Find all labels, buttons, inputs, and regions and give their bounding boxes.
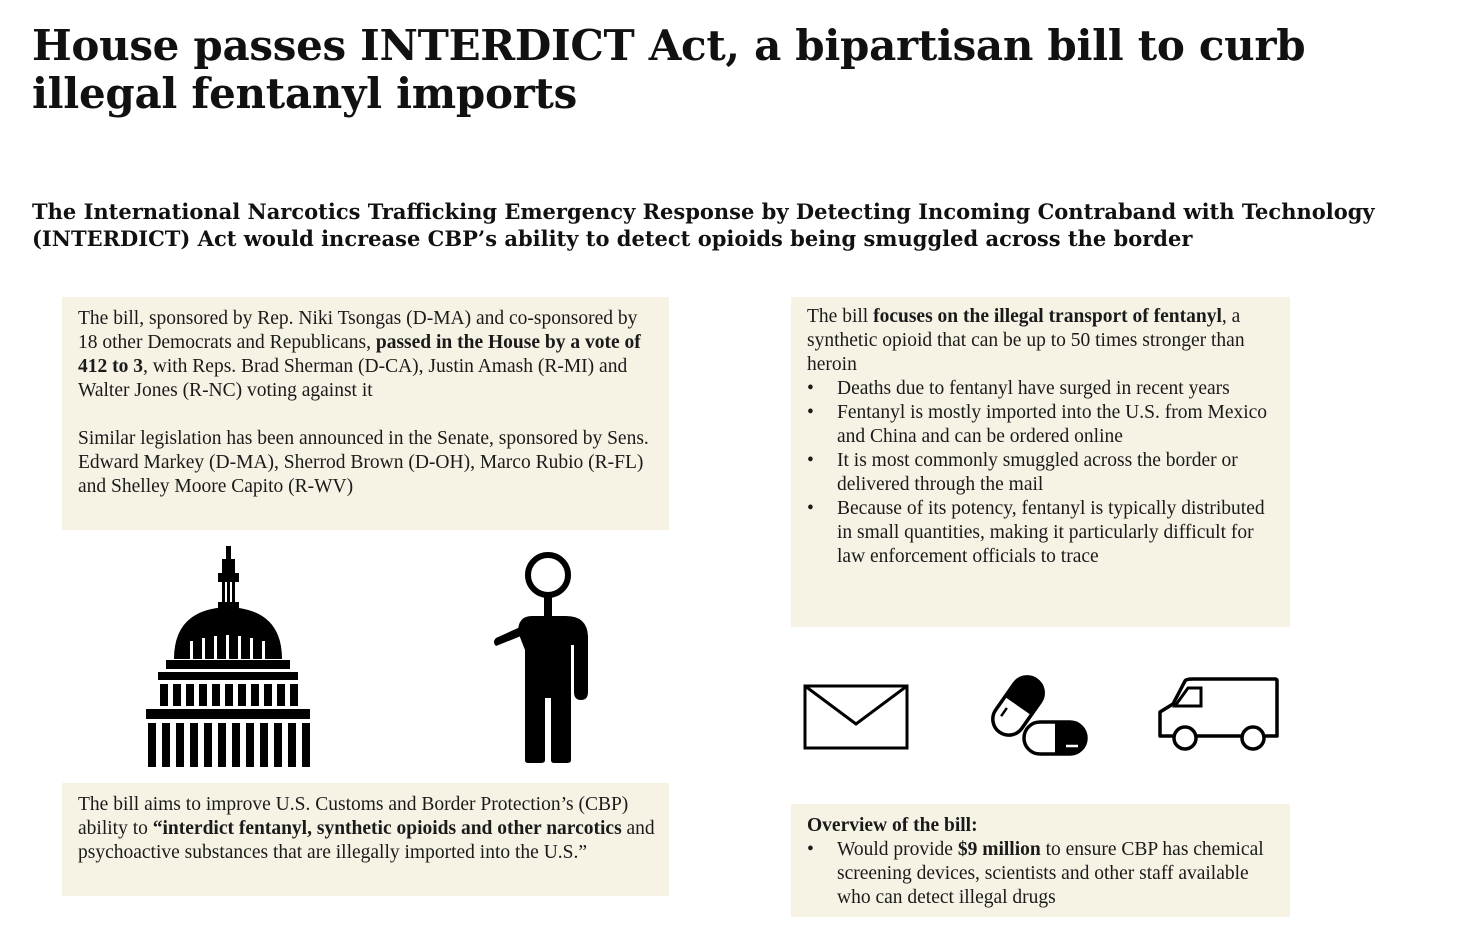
envelope-icon [803,684,909,750]
pills-icon [990,670,1090,758]
aims-box [62,783,669,896]
overview-box [791,804,1290,917]
list-item: • Because of its potency, fentanyl is typically distributed in small quantities, making it particularly difficult for law enforcement officials to trace [807,497,1276,569]
funding-amount: $9 million [957,839,1041,860]
list-item: • Would provide $9 million to ensure CBP has chemical screening devices, scientists and other staff available who can detect illegal drugs [807,838,1276,910]
focus-highlight: focuses on the illegal transport of fentanyl [873,306,1222,327]
aims-quote: “interdict fentanyl, synthetic opioids and other narcotics [152,818,622,839]
inspector-icon [490,550,596,764]
overview-list [807,838,1276,910]
sponsor-paragraph: The bill, sponsored by Rep. Niki Tsongas (D-MA) and co-sponsored by 18 other Democrats and Republicans, passed in the House by a vote of 412 to 3, with Reps. Brad Sherman (D-CA), Justin Amash (R-MI) and Walter Jones (R-NC) voting against it [78,308,641,401]
vote-result: passed in the House by a vote of 412 to 3 [78,332,641,377]
focus-bullet-list [807,377,1276,569]
subheadline: The International Narcotics Trafficking Emergency Response by Detecting Incoming Contraband with Technology (INTERDICT) Act would increase CBP’s ability to detect opioids being smuggled across the border [32,199,1375,251]
list-item: • It is most commonly smuggled across the border or delivered through the mail [807,449,1276,497]
senate-paragraph: Similar legislation has been announced in the Senate, sponsored by Sens. Edward Markey (D-MA), Sherrod Brown (D-OH), Marco Rubio (R-FL) and Shelley Moore Capito (R-WV) [78,428,649,497]
overview-heading: Overview of the bill: [807,815,978,836]
sponsor-box [62,297,669,530]
focus-box [791,297,1290,627]
van-icon [1157,676,1281,752]
capitol-icon [146,546,310,768]
aims-paragraph: The bill aims to improve U.S. Customs and Border Protection’s (CBP) ability to “interdict fentanyl, synthetic opioids and other narcotics and psychoactive substances that are illegally imported into the U.S.” [78,794,655,863]
focus-intro: The bill focuses on the illegal transport of fentanyl, a synthetic opioid that can be up to 50 times stronger than heroin [807,306,1245,375]
list-item: • Fentanyl is mostly imported into the U.S. from Mexico and China and can be ordered online [807,401,1276,449]
list-item: • Deaths due to fentanyl have surged in recent years [807,377,1276,401]
headline: House passes INTERDICT Act, a bipartisan bill to curb illegal fentanyl imports [32,21,1306,118]
